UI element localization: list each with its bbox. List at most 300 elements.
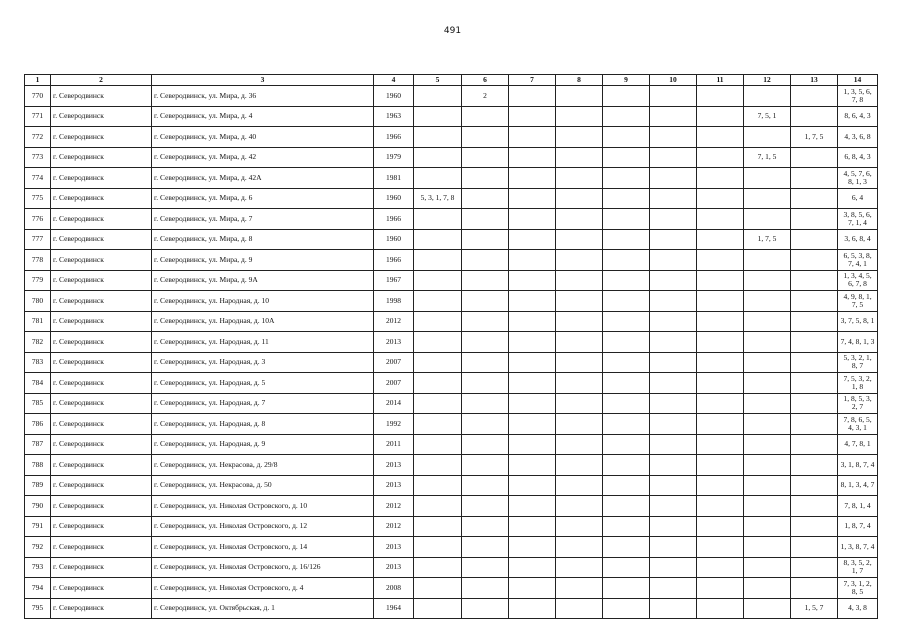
column-7-cell <box>509 434 556 455</box>
town-cell: г. Северодвинск <box>51 455 152 476</box>
column-14-cell: 3, 6, 8, 4 <box>838 229 878 250</box>
column-10-cell <box>650 86 697 107</box>
column-5-cell <box>414 229 462 250</box>
column-14-cell: 7, 8, 6, 5, 4, 3, 1 <box>838 414 878 435</box>
column-10-cell <box>650 250 697 271</box>
address-cell: г. Северодвинск, ул. Мира, д. 36 <box>152 86 374 107</box>
column-11-cell <box>697 496 744 517</box>
column-11-cell <box>697 537 744 558</box>
table-row <box>25 229 878 250</box>
table-row <box>25 188 878 209</box>
town-cell: г. Северодвинск <box>51 475 152 496</box>
column-8-cell <box>556 414 603 435</box>
column-9-cell <box>603 455 650 476</box>
column-5-cell <box>414 537 462 558</box>
column-7-cell <box>509 127 556 148</box>
column-6-cell <box>462 598 509 619</box>
table-row <box>25 311 878 332</box>
row-number-cell: 792 <box>25 537 51 558</box>
column-12-cell <box>744 250 791 271</box>
column-8-cell <box>556 127 603 148</box>
column-14-cell: 5, 3, 2, 1, 8, 7 <box>838 352 878 373</box>
row-number-cell: 794 <box>25 578 51 599</box>
town-cell: г. Северодвинск <box>51 311 152 332</box>
column-13-cell <box>791 352 838 373</box>
column-header-6: 6 <box>462 75 509 86</box>
column-6-cell <box>462 229 509 250</box>
column-5-cell <box>414 250 462 271</box>
column-10-cell <box>650 311 697 332</box>
row-number-cell: 771 <box>25 106 51 127</box>
table-row <box>25 434 878 455</box>
column-14-cell: 6, 5, 3, 8, 7, 4, 1 <box>838 250 878 271</box>
column-11-cell <box>697 578 744 599</box>
column-header-10: 10 <box>650 75 697 86</box>
column-5-cell <box>414 496 462 517</box>
column-8-cell <box>556 516 603 537</box>
column-header-14: 14 <box>838 75 878 86</box>
column-14-cell: 7, 4, 8, 1, 3 <box>838 332 878 353</box>
column-12-cell <box>744 537 791 558</box>
column-7-cell <box>509 106 556 127</box>
town-cell: г. Северодвинск <box>51 127 152 148</box>
column-header-7: 7 <box>509 75 556 86</box>
year-cell: 1960 <box>374 86 414 107</box>
table-row <box>25 537 878 558</box>
address-cell: г. Северодвинск, ул. Николая Островского, д. 4 <box>152 578 374 599</box>
column-8-cell <box>556 291 603 312</box>
year-cell: 2013 <box>374 475 414 496</box>
column-7-cell <box>509 516 556 537</box>
town-cell: г. Северодвинск <box>51 496 152 517</box>
year-cell: 2014 <box>374 393 414 414</box>
column-14-cell: 4, 3, 8 <box>838 598 878 619</box>
column-6-cell <box>462 455 509 476</box>
column-10-cell <box>650 127 697 148</box>
column-10-cell <box>650 578 697 599</box>
year-cell: 1963 <box>374 106 414 127</box>
column-5-cell: 5, 3, 1, 7, 8 <box>414 188 462 209</box>
address-cell: г. Северодвинск, ул. Народная, д. 10 <box>152 291 374 312</box>
row-number-cell: 778 <box>25 250 51 271</box>
column-13-cell <box>791 496 838 517</box>
column-5-cell <box>414 414 462 435</box>
column-11-cell <box>697 393 744 414</box>
column-5-cell <box>414 475 462 496</box>
column-12-cell <box>744 598 791 619</box>
column-8-cell <box>556 106 603 127</box>
column-13-cell <box>791 373 838 394</box>
column-9-cell <box>603 414 650 435</box>
column-8-cell <box>556 434 603 455</box>
column-7-cell <box>509 598 556 619</box>
column-14-cell: 3, 1, 8, 7, 4 <box>838 455 878 476</box>
table-row <box>25 455 878 476</box>
town-cell: г. Северодвинск <box>51 86 152 107</box>
column-6-cell <box>462 373 509 394</box>
column-13-cell <box>791 311 838 332</box>
column-13-cell <box>791 475 838 496</box>
column-8-cell <box>556 352 603 373</box>
column-14-cell: 6, 8, 4, 3 <box>838 147 878 168</box>
column-13-cell <box>791 291 838 312</box>
address-cell: г. Северодвинск, ул. Николая Островского, д. 16/126 <box>152 557 374 578</box>
header-row <box>25 75 878 86</box>
column-12-cell <box>744 496 791 517</box>
table-row <box>25 578 878 599</box>
address-cell: г. Северодвинск, ул. Мира, д. 8 <box>152 229 374 250</box>
column-11-cell <box>697 455 744 476</box>
column-12-cell <box>744 352 791 373</box>
column-header-8: 8 <box>556 75 603 86</box>
column-11-cell <box>697 250 744 271</box>
row-number-cell: 790 <box>25 496 51 517</box>
column-5-cell <box>414 332 462 353</box>
column-7-cell <box>509 496 556 517</box>
column-6-cell <box>462 147 509 168</box>
column-12-cell <box>744 270 791 291</box>
column-9-cell <box>603 537 650 558</box>
column-11-cell <box>697 106 744 127</box>
column-13-cell <box>791 557 838 578</box>
column-14-cell: 4, 7, 8, 1 <box>838 434 878 455</box>
column-9-cell <box>603 393 650 414</box>
column-13-cell <box>791 537 838 558</box>
column-13-cell <box>791 86 838 107</box>
column-5-cell <box>414 311 462 332</box>
column-14-cell: 3, 7, 5, 8, 1 <box>838 311 878 332</box>
year-cell: 2012 <box>374 311 414 332</box>
table-row <box>25 209 878 230</box>
table-row <box>25 127 878 148</box>
column-10-cell <box>650 373 697 394</box>
column-7-cell <box>509 373 556 394</box>
address-cell: г. Северодвинск, ул. Мира, д. 42 <box>152 147 374 168</box>
column-14-cell: 4, 3, 6, 8 <box>838 127 878 148</box>
address-cell: г. Северодвинск, ул. Мира, д. 9 <box>152 250 374 271</box>
year-cell: 1964 <box>374 598 414 619</box>
column-8-cell <box>556 209 603 230</box>
column-5-cell <box>414 168 462 189</box>
column-6-cell <box>462 414 509 435</box>
address-cell: г. Северодвинск, ул. Народная, д. 5 <box>152 373 374 394</box>
row-number-cell: 777 <box>25 229 51 250</box>
column-11-cell <box>697 291 744 312</box>
table-row <box>25 557 878 578</box>
column-8-cell <box>556 147 603 168</box>
column-14-cell: 3, 8, 5, 6, 7, 1, 4 <box>838 209 878 230</box>
town-cell: г. Северодвинск <box>51 352 152 373</box>
column-7-cell <box>509 393 556 414</box>
column-8-cell <box>556 270 603 291</box>
year-cell: 2013 <box>374 455 414 476</box>
address-cell: г. Северодвинск, ул. Народная, д. 10А <box>152 311 374 332</box>
row-number-cell: 780 <box>25 291 51 312</box>
column-12-cell <box>744 455 791 476</box>
table-row <box>25 270 878 291</box>
year-cell: 1979 <box>374 147 414 168</box>
column-header-2: 2 <box>51 75 152 86</box>
column-6-cell <box>462 311 509 332</box>
column-11-cell <box>697 414 744 435</box>
year-cell: 1966 <box>374 127 414 148</box>
row-number-cell: 770 <box>25 86 51 107</box>
column-6-cell <box>462 168 509 189</box>
column-5-cell <box>414 373 462 394</box>
column-9-cell <box>603 291 650 312</box>
column-6-cell <box>462 352 509 373</box>
year-cell: 2013 <box>374 557 414 578</box>
column-12-cell <box>744 557 791 578</box>
column-header-11: 11 <box>697 75 744 86</box>
column-7-cell <box>509 86 556 107</box>
column-14-cell: 8, 6, 4, 3 <box>838 106 878 127</box>
column-12-cell <box>744 127 791 148</box>
year-cell: 2008 <box>374 578 414 599</box>
column-6-cell <box>462 578 509 599</box>
table-row <box>25 250 878 271</box>
column-13-cell <box>791 332 838 353</box>
column-11-cell <box>697 86 744 107</box>
row-number-cell: 784 <box>25 373 51 394</box>
column-13-cell: 1, 5, 7 <box>791 598 838 619</box>
town-cell: г. Северодвинск <box>51 414 152 435</box>
column-5-cell <box>414 270 462 291</box>
column-header-12: 12 <box>744 75 791 86</box>
address-cell: г. Северодвинск, ул. Мира, д. 42А <box>152 168 374 189</box>
address-cell: г. Северодвинск, ул. Октябрьская, д. 1 <box>152 598 374 619</box>
row-number-cell: 782 <box>25 332 51 353</box>
town-cell: г. Северодвинск <box>51 537 152 558</box>
column-6-cell <box>462 106 509 127</box>
town-cell: г. Северодвинск <box>51 106 152 127</box>
column-9-cell <box>603 86 650 107</box>
year-cell: 2011 <box>374 434 414 455</box>
year-cell: 1960 <box>374 188 414 209</box>
column-6-cell <box>462 332 509 353</box>
column-11-cell <box>697 168 744 189</box>
column-13-cell <box>791 455 838 476</box>
year-cell: 1992 <box>374 414 414 435</box>
town-cell: г. Северодвинск <box>51 373 152 394</box>
column-11-cell <box>697 557 744 578</box>
column-7-cell <box>509 311 556 332</box>
column-13-cell <box>791 168 838 189</box>
column-13-cell <box>791 147 838 168</box>
column-8-cell <box>556 475 603 496</box>
column-8-cell <box>556 188 603 209</box>
column-13-cell <box>791 516 838 537</box>
column-10-cell <box>650 496 697 517</box>
column-10-cell <box>650 270 697 291</box>
column-7-cell <box>509 291 556 312</box>
column-7-cell <box>509 352 556 373</box>
column-5-cell <box>414 516 462 537</box>
column-11-cell <box>697 127 744 148</box>
column-13-cell <box>791 229 838 250</box>
column-10-cell <box>650 393 697 414</box>
year-cell: 1998 <box>374 291 414 312</box>
address-cell: г. Северодвинск, ул. Некрасова, д. 29/8 <box>152 455 374 476</box>
column-5-cell <box>414 578 462 599</box>
row-number-cell: 795 <box>25 598 51 619</box>
town-cell: г. Северодвинск <box>51 393 152 414</box>
column-13-cell <box>791 209 838 230</box>
column-7-cell <box>509 270 556 291</box>
column-6-cell <box>462 209 509 230</box>
column-12-cell <box>744 332 791 353</box>
table-row <box>25 291 878 312</box>
column-5-cell <box>414 557 462 578</box>
column-8-cell <box>556 598 603 619</box>
column-14-cell: 7, 5, 3, 2, 1, 8 <box>838 373 878 394</box>
column-9-cell <box>603 373 650 394</box>
column-9-cell <box>603 270 650 291</box>
column-10-cell <box>650 455 697 476</box>
column-8-cell <box>556 229 603 250</box>
column-5-cell <box>414 598 462 619</box>
column-13-cell <box>791 250 838 271</box>
column-6-cell <box>462 496 509 517</box>
column-9-cell <box>603 516 650 537</box>
column-9-cell <box>603 578 650 599</box>
column-9-cell <box>603 229 650 250</box>
column-12-cell <box>744 291 791 312</box>
column-8-cell <box>556 332 603 353</box>
column-9-cell <box>603 311 650 332</box>
column-11-cell <box>697 229 744 250</box>
column-10-cell <box>650 332 697 353</box>
year-cell: 2007 <box>374 373 414 394</box>
year-cell: 1981 <box>374 168 414 189</box>
address-cell: г. Северодвинск, ул. Народная, д. 11 <box>152 332 374 353</box>
year-cell: 2012 <box>374 516 414 537</box>
column-6-cell: 2 <box>462 86 509 107</box>
column-14-cell: 6, 4 <box>838 188 878 209</box>
town-cell: г. Северодвинск <box>51 250 152 271</box>
column-6-cell <box>462 516 509 537</box>
column-5-cell <box>414 106 462 127</box>
column-14-cell: 4, 5, 7, 6, 8, 1, 3 <box>838 168 878 189</box>
town-cell: г. Северодвинск <box>51 229 152 250</box>
column-9-cell <box>603 598 650 619</box>
address-cell: г. Северодвинск, ул. Мира, д. 6 <box>152 188 374 209</box>
column-9-cell <box>603 106 650 127</box>
column-5-cell <box>414 393 462 414</box>
column-10-cell <box>650 414 697 435</box>
table-row <box>25 475 878 496</box>
column-13-cell <box>791 414 838 435</box>
column-8-cell <box>556 393 603 414</box>
column-header-4: 4 <box>374 75 414 86</box>
column-11-cell <box>697 434 744 455</box>
column-7-cell <box>509 332 556 353</box>
column-10-cell <box>650 475 697 496</box>
column-12-cell <box>744 393 791 414</box>
address-cell: г. Северодвинск, ул. Народная, д. 8 <box>152 414 374 435</box>
table-row <box>25 516 878 537</box>
address-cell: г. Северодвинск, ул. Николая Островского, д. 14 <box>152 537 374 558</box>
row-number-cell: 779 <box>25 270 51 291</box>
column-12-cell <box>744 311 791 332</box>
table-row <box>25 168 878 189</box>
column-12-cell <box>744 86 791 107</box>
town-cell: г. Северодвинск <box>51 516 152 537</box>
column-12-cell: 7, 1, 5 <box>744 147 791 168</box>
address-cell: г. Северодвинск, ул. Народная, д. 9 <box>152 434 374 455</box>
row-number-cell: 787 <box>25 434 51 455</box>
row-number-cell: 786 <box>25 414 51 435</box>
column-12-cell <box>744 209 791 230</box>
column-14-cell: 8, 3, 5, 2, 1, 7 <box>838 557 878 578</box>
column-12-cell <box>744 373 791 394</box>
row-number-cell: 775 <box>25 188 51 209</box>
column-5-cell <box>414 127 462 148</box>
column-9-cell <box>603 557 650 578</box>
column-10-cell <box>650 168 697 189</box>
column-13-cell <box>791 434 838 455</box>
town-cell: г. Северодвинск <box>51 291 152 312</box>
column-11-cell <box>697 147 744 168</box>
column-8-cell <box>556 557 603 578</box>
column-8-cell <box>556 496 603 517</box>
address-cell: г. Северодвинск, ул. Мира, д. 9А <box>152 270 374 291</box>
table-row <box>25 352 878 373</box>
column-5-cell <box>414 434 462 455</box>
column-14-cell: 1, 3, 8, 7, 4 <box>838 537 878 558</box>
column-5-cell <box>414 352 462 373</box>
year-cell: 1966 <box>374 209 414 230</box>
column-7-cell <box>509 557 556 578</box>
column-9-cell <box>603 434 650 455</box>
column-14-cell: 1, 8, 5, 3, 2, 7 <box>838 393 878 414</box>
row-number-cell: 783 <box>25 352 51 373</box>
column-10-cell <box>650 209 697 230</box>
column-12-cell: 1, 7, 5 <box>744 229 791 250</box>
address-cell: г. Северодвинск, ул. Некрасова, д. 50 <box>152 475 374 496</box>
column-6-cell <box>462 393 509 414</box>
column-12-cell <box>744 516 791 537</box>
address-cell: г. Северодвинск, ул. Народная, д. 7 <box>152 393 374 414</box>
column-10-cell <box>650 434 697 455</box>
year-cell: 1960 <box>374 229 414 250</box>
table-row <box>25 414 878 435</box>
table-row <box>25 598 878 619</box>
column-13-cell <box>791 393 838 414</box>
column-5-cell <box>414 86 462 107</box>
column-8-cell <box>556 250 603 271</box>
column-6-cell <box>462 434 509 455</box>
column-14-cell: 7, 3, 1, 2, 8, 5 <box>838 578 878 599</box>
column-13-cell <box>791 106 838 127</box>
column-13-cell: 1, 7, 5 <box>791 127 838 148</box>
column-12-cell <box>744 434 791 455</box>
column-7-cell <box>509 229 556 250</box>
column-7-cell <box>509 414 556 435</box>
column-header-13: 13 <box>791 75 838 86</box>
row-number-cell: 774 <box>25 168 51 189</box>
column-10-cell <box>650 188 697 209</box>
column-11-cell <box>697 188 744 209</box>
column-8-cell <box>556 86 603 107</box>
column-13-cell <box>791 578 838 599</box>
address-cell: г. Северодвинск, ул. Народная, д. 3 <box>152 352 374 373</box>
row-number-cell: 793 <box>25 557 51 578</box>
column-14-cell: 1, 8, 7, 4 <box>838 516 878 537</box>
column-12-cell: 7, 5, 1 <box>744 106 791 127</box>
column-9-cell <box>603 168 650 189</box>
address-cell: г. Северодвинск, ул. Мира, д. 7 <box>152 209 374 230</box>
